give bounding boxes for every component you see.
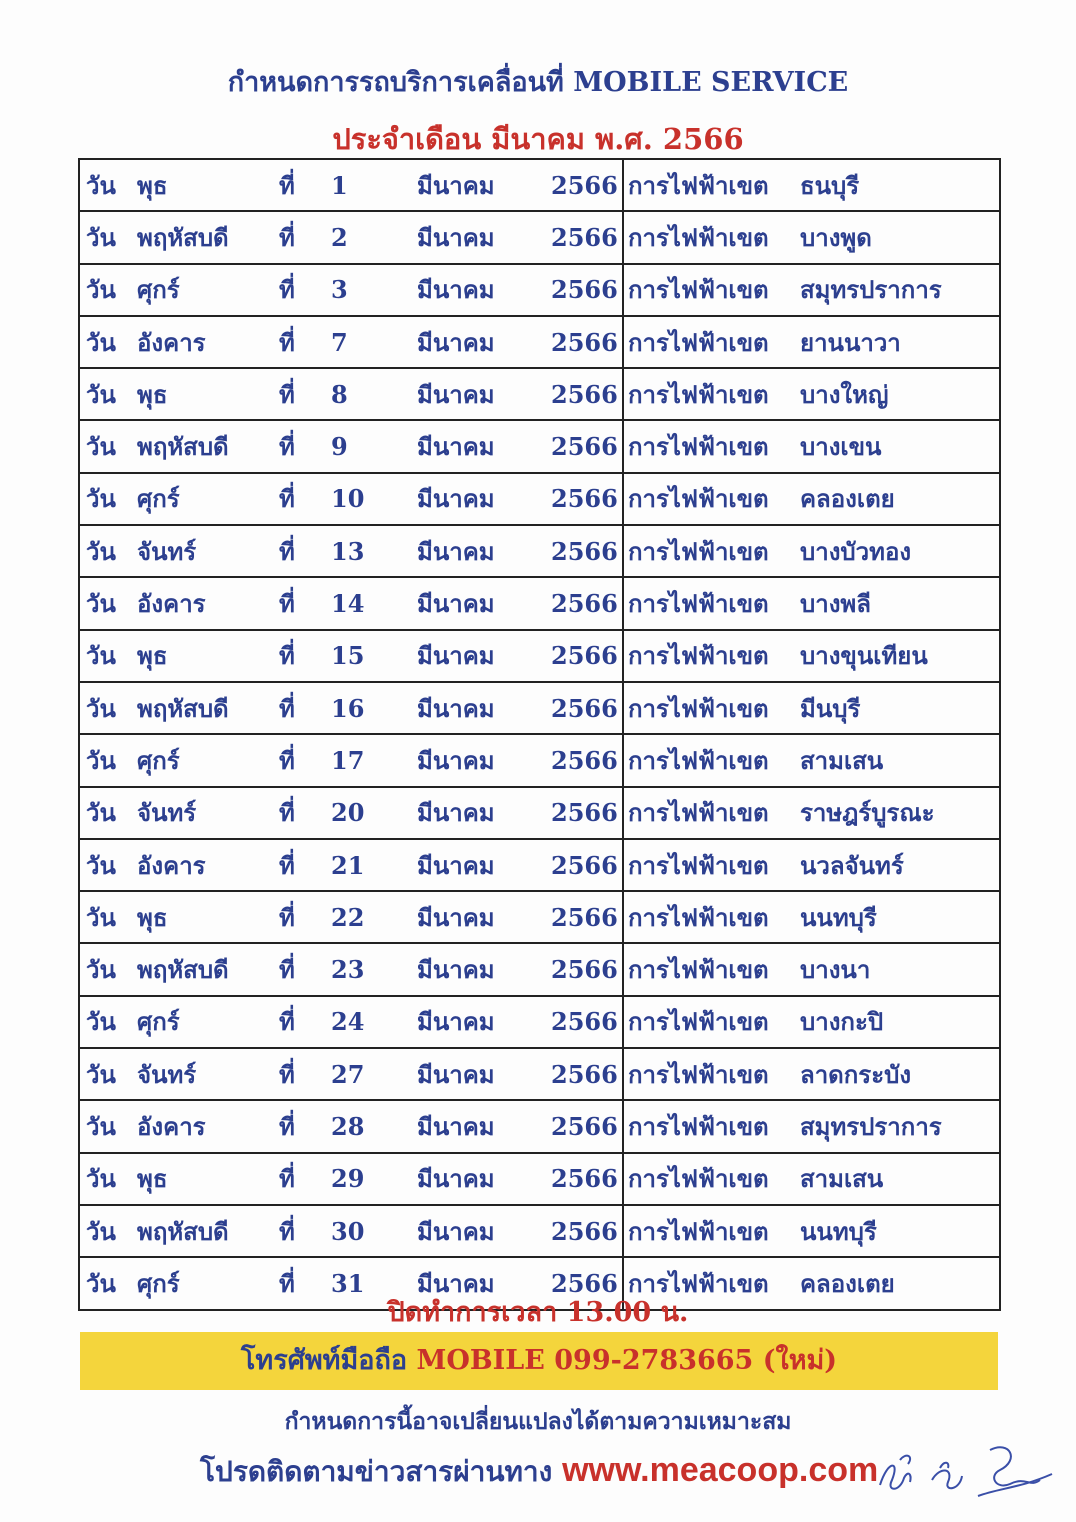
row-month: มีนาคม xyxy=(417,1153,551,1205)
row-wan-label: วัน xyxy=(79,1100,137,1152)
row-year: 2566 xyxy=(551,159,623,211)
row-authority: การไฟฟ้าเขต xyxy=(623,264,800,316)
row-thi-label: ที่ xyxy=(279,264,331,316)
phone-number: MOBILE 099-2783665 (ใหม่) xyxy=(416,1345,838,1376)
row-wan-label: วัน xyxy=(79,211,137,263)
row-authority: การไฟฟ้าเขต xyxy=(623,577,800,629)
row-year: 2566 xyxy=(551,996,623,1048)
row-thi-label: ที่ xyxy=(279,1257,331,1309)
row-year: 2566 xyxy=(551,473,623,525)
row-thi-label: ที่ xyxy=(279,368,331,420)
row-wan-label: วัน xyxy=(79,1048,137,1100)
row-district: บางพลี xyxy=(800,577,1000,629)
row-date: 30 xyxy=(331,1205,417,1257)
row-date: 8 xyxy=(331,368,417,420)
row-thi-label: ที่ xyxy=(279,525,331,577)
row-year: 2566 xyxy=(551,839,623,891)
row-wan-label: วัน xyxy=(79,891,137,943)
row-year: 2566 xyxy=(551,943,623,995)
table-row xyxy=(79,264,1000,316)
phone-label: โทรศัพท์มือถือ xyxy=(240,1345,408,1376)
table-row xyxy=(79,996,1000,1048)
row-date: 14 xyxy=(331,577,417,629)
row-district: บางใหญ่ xyxy=(800,368,1000,420)
row-date: 22 xyxy=(331,891,417,943)
row-district: มีนบุรี xyxy=(800,682,1000,734)
row-day-name: พุธ xyxy=(137,159,279,211)
row-year: 2566 xyxy=(551,211,623,263)
row-month: มีนาคม xyxy=(417,577,551,629)
row-district: นนทบุรี xyxy=(800,1205,1000,1257)
phone-bar xyxy=(80,1332,998,1390)
row-day-name: อังคาร xyxy=(137,316,279,368)
row-month: มีนาคม xyxy=(417,839,551,891)
row-district: บางเขน xyxy=(800,420,1000,472)
row-authority: การไฟฟ้าเขต xyxy=(623,316,800,368)
row-day-name: ศุกร์ xyxy=(137,473,279,525)
row-day-name: จันทร์ xyxy=(137,787,279,839)
schedule-table xyxy=(78,158,1001,1311)
row-wan-label: วัน xyxy=(79,1257,137,1309)
row-wan-label: วัน xyxy=(79,943,137,995)
row-thi-label: ที่ xyxy=(279,159,331,211)
row-year: 2566 xyxy=(551,1048,623,1100)
row-month: มีนาคม xyxy=(417,734,551,786)
row-wan-label: วัน xyxy=(79,839,137,891)
table-row xyxy=(79,525,1000,577)
row-date: 21 xyxy=(331,839,417,891)
row-month: มีนาคม xyxy=(417,1048,551,1100)
row-district: บางกะปิ xyxy=(800,996,1000,1048)
row-date: 9 xyxy=(331,420,417,472)
row-day-name: จันทร์ xyxy=(137,525,279,577)
document-title: กำหนดการรถบริการเคลื่อนที่ MOBILE SERVICE xyxy=(227,67,849,98)
row-year: 2566 xyxy=(551,682,623,734)
row-month: มีนาคม xyxy=(417,787,551,839)
row-year: 2566 xyxy=(551,1100,623,1152)
row-month: มีนาคม xyxy=(417,996,551,1048)
row-district: สามเสน xyxy=(800,734,1000,786)
table-row xyxy=(79,787,1000,839)
row-authority: การไฟฟ้าเขต xyxy=(623,787,800,839)
row-date: 17 xyxy=(331,734,417,786)
row-month: มีนาคม xyxy=(417,525,551,577)
row-authority: การไฟฟ้าเขต xyxy=(623,1153,800,1205)
row-district: บางบัวทอง xyxy=(800,525,1000,577)
row-authority: การไฟฟ้าเขต xyxy=(623,734,800,786)
row-date: 7 xyxy=(331,316,417,368)
table-row xyxy=(79,420,1000,472)
row-authority: การไฟฟ้าเขต xyxy=(623,1205,800,1257)
row-month: มีนาคม xyxy=(417,891,551,943)
row-day-name: อังคาร xyxy=(137,839,279,891)
row-date: 29 xyxy=(331,1153,417,1205)
follow-line xyxy=(200,1450,900,1494)
row-day-name: พุธ xyxy=(137,630,279,682)
table-row xyxy=(79,1153,1000,1205)
row-wan-label: วัน xyxy=(79,577,137,629)
row-month: มีนาคม xyxy=(417,1257,551,1309)
row-authority: การไฟฟ้าเขต xyxy=(623,368,800,420)
row-district: คลองเตย xyxy=(800,473,1000,525)
row-date: 10 xyxy=(331,473,417,525)
row-year: 2566 xyxy=(551,264,623,316)
row-date: 13 xyxy=(331,525,417,577)
row-authority: การไฟฟ้าเขต xyxy=(623,839,800,891)
table-row xyxy=(79,159,1000,211)
table-row xyxy=(79,1048,1000,1100)
row-wan-label: วัน xyxy=(79,316,137,368)
row-authority: การไฟฟ้าเขต xyxy=(623,1257,800,1309)
row-day-name: อังคาร xyxy=(137,577,279,629)
row-authority: การไฟฟ้าเขต xyxy=(623,891,800,943)
table-row xyxy=(79,368,1000,420)
row-year: 2566 xyxy=(551,734,623,786)
row-thi-label: ที่ xyxy=(279,211,331,263)
row-date: 24 xyxy=(331,996,417,1048)
row-thi-label: ที่ xyxy=(279,943,331,995)
row-thi-label: ที่ xyxy=(279,420,331,472)
row-year: 2566 xyxy=(551,1205,623,1257)
table-row xyxy=(79,943,1000,995)
row-year: 2566 xyxy=(551,630,623,682)
row-day-name: ศุกร์ xyxy=(137,734,279,786)
row-authority: การไฟฟ้าเขต xyxy=(623,682,800,734)
row-wan-label: วัน xyxy=(79,264,137,316)
row-day-name: ศุกร์ xyxy=(137,996,279,1048)
closing-time: ปิดทำการเวลา 13.00 น. xyxy=(387,1297,689,1328)
row-month: มีนาคม xyxy=(417,1100,551,1152)
row-authority: การไฟฟ้าเขต xyxy=(623,1100,800,1152)
row-month: มีนาคม xyxy=(417,368,551,420)
table-row xyxy=(79,891,1000,943)
row-date: 1 xyxy=(331,159,417,211)
row-thi-label: ที่ xyxy=(279,682,331,734)
row-district: บางนา xyxy=(800,943,1000,995)
row-year: 2566 xyxy=(551,316,623,368)
row-wan-label: วัน xyxy=(79,787,137,839)
row-thi-label: ที่ xyxy=(279,1100,331,1152)
row-month: มีนาคม xyxy=(417,630,551,682)
row-date: 3 xyxy=(331,264,417,316)
row-date: 28 xyxy=(331,1100,417,1152)
row-wan-label: วัน xyxy=(79,1153,137,1205)
row-authority: การไฟฟ้าเขต xyxy=(623,420,800,472)
row-thi-label: ที่ xyxy=(279,1153,331,1205)
row-day-name: ศุกร์ xyxy=(137,1257,279,1309)
table-row xyxy=(79,1100,1000,1152)
row-district: นวลจันทร์ xyxy=(800,839,1000,891)
row-authority: การไฟฟ้าเขต xyxy=(623,211,800,263)
row-thi-label: ที่ xyxy=(279,996,331,1048)
schedule-body xyxy=(79,159,1000,1310)
row-authority: การไฟฟ้าเขต xyxy=(623,943,800,995)
row-district: ลาดกระบัง xyxy=(800,1048,1000,1100)
row-authority: การไฟฟ้าเขต xyxy=(623,159,800,211)
row-day-name: อังคาร xyxy=(137,1100,279,1152)
row-wan-label: วัน xyxy=(79,368,137,420)
row-district: นนทบุรี xyxy=(800,891,1000,943)
table-row xyxy=(79,316,1000,368)
table-row xyxy=(79,839,1000,891)
table-row xyxy=(79,577,1000,629)
document-subtitle: ประจำเดือน มีนาคม พ.ศ. 2566 xyxy=(332,122,744,156)
row-day-name: พฤหัสบดี xyxy=(137,420,279,472)
row-thi-label: ที่ xyxy=(279,473,331,525)
row-authority: การไฟฟ้าเขต xyxy=(623,525,800,577)
row-thi-label: ที่ xyxy=(279,891,331,943)
row-month: มีนาคม xyxy=(417,211,551,263)
row-month: มีนาคม xyxy=(417,316,551,368)
row-year: 2566 xyxy=(551,787,623,839)
row-date: 15 xyxy=(331,630,417,682)
row-wan-label: วัน xyxy=(79,682,137,734)
table-row xyxy=(79,734,1000,786)
row-district: คลองเตย xyxy=(800,1257,1000,1309)
table-row xyxy=(79,630,1000,682)
row-thi-label: ที่ xyxy=(279,1048,331,1100)
row-date: 16 xyxy=(331,682,417,734)
row-day-name: พฤหัสบดี xyxy=(137,682,279,734)
change-note: กำหนดการนี้อาจเปลี่ยนแปลงได้ตามความเหมาะสม xyxy=(284,1408,792,1435)
row-wan-label: วัน xyxy=(79,1205,137,1257)
row-district: ธนบุรี xyxy=(800,159,1000,211)
row-wan-label: วัน xyxy=(79,630,137,682)
row-month: มีนาคม xyxy=(417,264,551,316)
row-year: 2566 xyxy=(551,1153,623,1205)
row-month: มีนาคม xyxy=(417,682,551,734)
signature-icon xyxy=(870,1430,1060,1510)
row-wan-label: วัน xyxy=(79,734,137,786)
row-wan-label: วัน xyxy=(79,525,137,577)
row-wan-label: วัน xyxy=(79,473,137,525)
table-row xyxy=(79,211,1000,263)
row-month: มีนาคม xyxy=(417,943,551,995)
row-month: มีนาคม xyxy=(417,473,551,525)
row-day-name: พฤหัสบดี xyxy=(137,943,279,995)
row-authority: การไฟฟ้าเขต xyxy=(623,996,800,1048)
row-date: 23 xyxy=(331,943,417,995)
row-year: 2566 xyxy=(551,577,623,629)
row-thi-label: ที่ xyxy=(279,787,331,839)
row-thi-label: ที่ xyxy=(279,630,331,682)
row-year: 2566 xyxy=(551,1257,623,1309)
row-thi-label: ที่ xyxy=(279,1205,331,1257)
table-row xyxy=(79,682,1000,734)
row-thi-label: ที่ xyxy=(279,839,331,891)
table-row xyxy=(79,1205,1000,1257)
row-day-name: พุธ xyxy=(137,1153,279,1205)
row-authority: การไฟฟ้าเขต xyxy=(623,630,800,682)
row-day-name: พฤหัสบดี xyxy=(137,1205,279,1257)
row-month: มีนาคม xyxy=(417,159,551,211)
row-district: บางพูด xyxy=(800,211,1000,263)
row-district: บางขุนเทียน xyxy=(800,630,1000,682)
row-date: 31 xyxy=(331,1257,417,1309)
row-day-name: พฤหัสบดี xyxy=(137,211,279,263)
row-district: ราษฎร์บูรณะ xyxy=(800,787,1000,839)
row-authority: การไฟฟ้าเขต xyxy=(623,473,800,525)
row-day-name: จันทร์ xyxy=(137,1048,279,1100)
row-year: 2566 xyxy=(551,525,623,577)
website-link[interactable]: www.meacoop.com xyxy=(562,1451,879,1489)
row-year: 2566 xyxy=(551,420,623,472)
row-thi-label: ที่ xyxy=(279,316,331,368)
row-wan-label: วัน xyxy=(79,420,137,472)
row-year: 2566 xyxy=(551,368,623,420)
row-month: มีนาคม xyxy=(417,420,551,472)
row-date: 20 xyxy=(331,787,417,839)
row-thi-label: ที่ xyxy=(279,734,331,786)
row-thi-label: ที่ xyxy=(279,577,331,629)
row-wan-label: วัน xyxy=(79,996,137,1048)
row-date: 27 xyxy=(331,1048,417,1100)
row-day-name: พุธ xyxy=(137,368,279,420)
row-district: สามเสน xyxy=(800,1153,1000,1205)
row-district: ยานนาวา xyxy=(800,316,1000,368)
row-district: สมุทรปราการ xyxy=(800,1100,1000,1152)
row-year: 2566 xyxy=(551,891,623,943)
row-district: สมุทรปราการ xyxy=(800,264,1000,316)
row-authority: การไฟฟ้าเขต xyxy=(623,1048,800,1100)
follow-text: โปรดติดตามข่าวสารผ่านทาง xyxy=(200,1455,553,1488)
table-row xyxy=(79,473,1000,525)
row-day-name: พุธ xyxy=(137,891,279,943)
row-month: มีนาคม xyxy=(417,1205,551,1257)
row-day-name: ศุกร์ xyxy=(137,264,279,316)
row-date: 2 xyxy=(331,211,417,263)
row-wan-label: วัน xyxy=(79,159,137,211)
